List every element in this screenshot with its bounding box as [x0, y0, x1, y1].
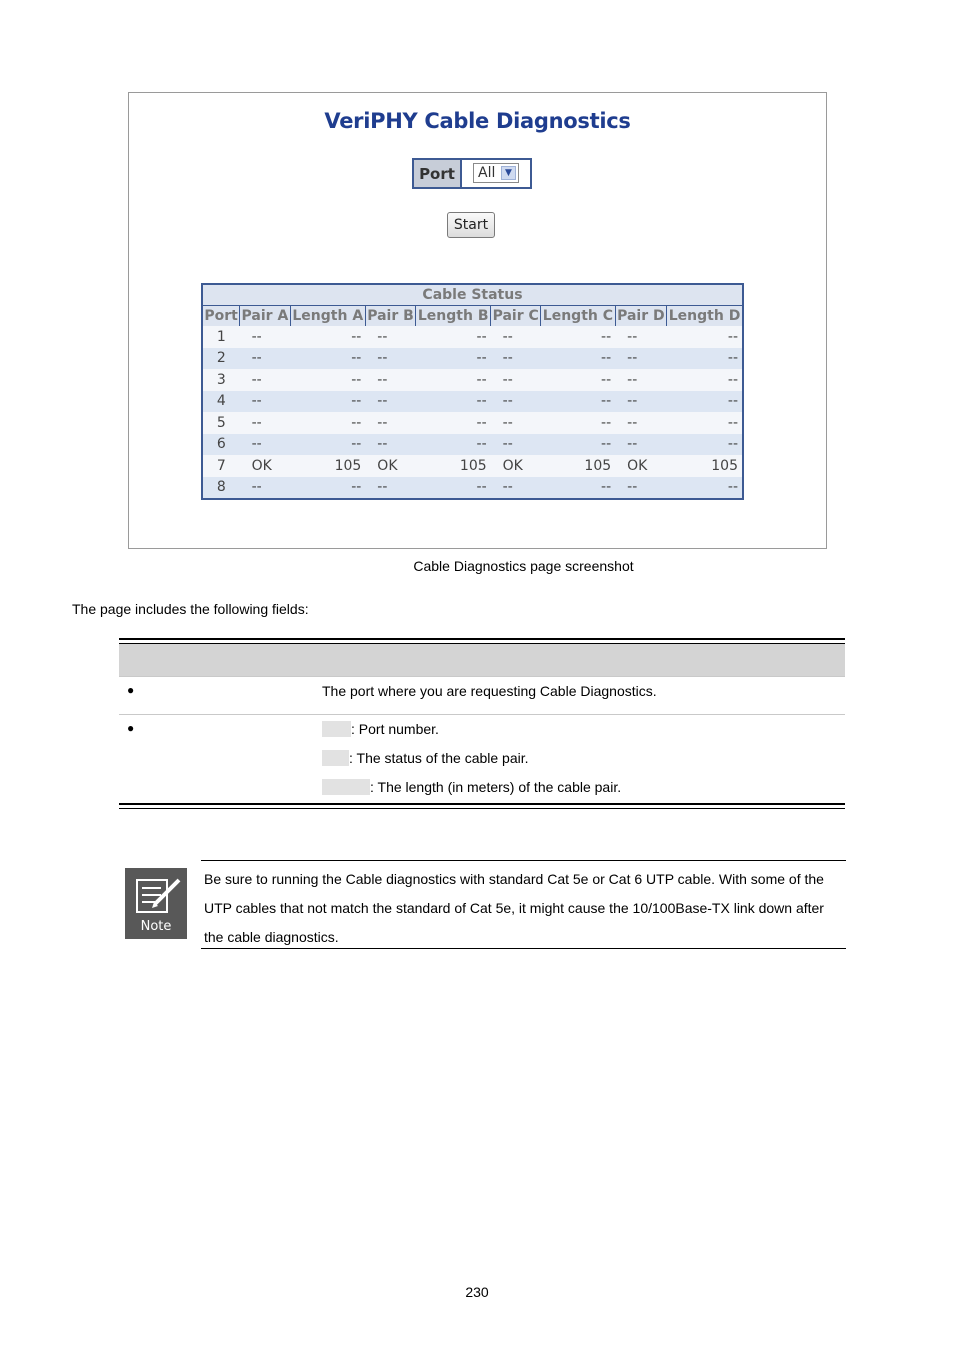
table-row: [202, 348, 743, 370]
port-label: Port: [414, 160, 462, 187]
table-cell: --: [240, 412, 291, 434]
table-cell: --: [615, 434, 666, 456]
field-row: [119, 676, 845, 714]
table-cell: --: [541, 326, 615, 348]
column-header: Port: [202, 306, 240, 327]
column-header: Length B: [416, 306, 491, 327]
pencil-paper-icon: [125, 868, 187, 920]
table-cell: --: [541, 477, 615, 500]
table-cell: --: [615, 369, 666, 391]
table-cell: --: [416, 477, 491, 500]
table-cell: --: [416, 369, 491, 391]
table-cell: --: [491, 348, 541, 370]
table-cell: --: [416, 412, 491, 434]
table-row: [202, 434, 743, 456]
note-icon: [125, 868, 187, 939]
page-number: 230: [465, 1284, 489, 1300]
table-cell: --: [667, 434, 743, 456]
table-cell: --: [416, 391, 491, 413]
bullet-icon: ●: [127, 683, 135, 697]
table-cell: --: [416, 348, 491, 370]
column-header: Length D: [667, 306, 743, 327]
table-cell: 2: [202, 348, 240, 370]
table-cell: --: [290, 477, 365, 500]
table-cell: --: [290, 412, 365, 434]
table-cell: --: [491, 369, 541, 391]
table-cell: --: [615, 477, 666, 500]
column-header: Pair A: [240, 306, 291, 327]
table-cell: --: [491, 434, 541, 456]
table-cell: --: [541, 369, 615, 391]
blank-term: [322, 779, 370, 795]
table-cell: --: [365, 412, 415, 434]
subitem-text: : Port number.: [351, 721, 439, 737]
table-cell: 3: [202, 369, 240, 391]
figure-caption: Cable Diagnostics page screenshot: [413, 558, 634, 574]
blank-term: [322, 750, 349, 766]
port-selector: [412, 158, 532, 189]
field-subitem: [322, 750, 529, 766]
table-cell: --: [290, 434, 365, 456]
table-row: [202, 455, 743, 477]
start-button[interactable]: Start: [447, 212, 495, 238]
field-subitem: [322, 721, 439, 737]
table-cell: --: [240, 477, 291, 500]
table-cell: OK: [615, 455, 666, 477]
page-title: VeriPHY Cable Diagnostics: [324, 109, 631, 133]
table-cell: --: [667, 412, 743, 434]
table-bottom-rule: [119, 803, 845, 809]
table-cell: 4: [202, 391, 240, 413]
table-cell: --: [491, 391, 541, 413]
table-cell: --: [240, 434, 291, 456]
table-cell: --: [290, 369, 365, 391]
table-cell: --: [667, 477, 743, 500]
note-label: Note: [140, 919, 172, 934]
table-cell: 105: [667, 455, 743, 477]
table-cell: --: [667, 326, 743, 348]
note-text: Be sure to running the Cable diagnostics with standard Cat 5e or Cat 6 UTP cable. With some of the UTP cables that not match the standard of Cat 5e, it might cause the 10/100Base-TX link down after the cable diagnostics.: [201, 860, 846, 949]
table-cell: --: [667, 369, 743, 391]
table-cell: 6: [202, 434, 240, 456]
fields-table: [119, 638, 845, 809]
table-cell: --: [615, 412, 666, 434]
subitem-text: : The length (in meters) of the cable pair.: [370, 779, 622, 795]
table-cell: --: [240, 326, 291, 348]
table-cell: 105: [290, 455, 365, 477]
fields-header: [119, 644, 845, 676]
column-header: Length C: [541, 306, 615, 327]
table-cell: --: [416, 434, 491, 456]
table-cell: --: [667, 348, 743, 370]
table-cell: --: [365, 369, 415, 391]
blank-term: [322, 721, 351, 737]
table-cell: --: [541, 434, 615, 456]
column-header: Length A: [290, 306, 365, 327]
table-cell: --: [240, 369, 291, 391]
table-cell: 105: [541, 455, 615, 477]
table-cell: OK: [491, 455, 541, 477]
column-header: Pair B: [365, 306, 415, 327]
screenshot-frame: [128, 92, 827, 549]
field-subitem: [322, 779, 621, 795]
table-cell: --: [365, 348, 415, 370]
table-cell: --: [491, 477, 541, 500]
table-cell: --: [290, 348, 365, 370]
table-cell: --: [541, 391, 615, 413]
table-cell: 8: [202, 477, 240, 500]
table-cell: OK: [240, 455, 291, 477]
table-cell: --: [365, 477, 415, 500]
table-cell: --: [240, 348, 291, 370]
table-cell: --: [290, 326, 365, 348]
table-row: [202, 369, 743, 391]
table-cell: --: [615, 391, 666, 413]
table-cell: 7: [202, 455, 240, 477]
port-dropdown-value: All: [478, 165, 496, 181]
table-cell: OK: [365, 455, 415, 477]
table-cell: --: [667, 391, 743, 413]
subitem-text: : The status of the cable pair.: [349, 750, 529, 766]
table-row: [202, 326, 743, 348]
table-cell: --: [491, 326, 541, 348]
port-dropdown[interactable]: [473, 163, 519, 183]
field-description: The port where you are requesting Cable Diagnostics.: [322, 683, 657, 699]
table-row: [202, 477, 743, 500]
table-row: [202, 412, 743, 434]
table-cell: --: [615, 348, 666, 370]
chevron-down-icon: ▼: [501, 166, 516, 180]
field-row: [119, 714, 845, 803]
table-caption: Cable Status: [202, 284, 743, 306]
bullet-icon: ●: [127, 721, 135, 735]
table-cell: --: [615, 326, 666, 348]
cable-status-table: [201, 283, 744, 500]
intro-text: The page includes the following fields:: [72, 601, 309, 617]
table-cell: --: [365, 391, 415, 413]
table-cell: 5: [202, 412, 240, 434]
column-header: Pair C: [491, 306, 541, 327]
table-cell: --: [240, 391, 291, 413]
table-row: [202, 391, 743, 413]
table-cell: --: [541, 412, 615, 434]
table-cell: 105: [416, 455, 491, 477]
table-cell: --: [491, 412, 541, 434]
table-cell: --: [541, 348, 615, 370]
table-cell: --: [290, 391, 365, 413]
table-cell: --: [416, 326, 491, 348]
table-cell: --: [365, 434, 415, 456]
table-cell: 1: [202, 326, 240, 348]
table-cell: --: [365, 326, 415, 348]
column-header: Pair D: [615, 306, 666, 327]
